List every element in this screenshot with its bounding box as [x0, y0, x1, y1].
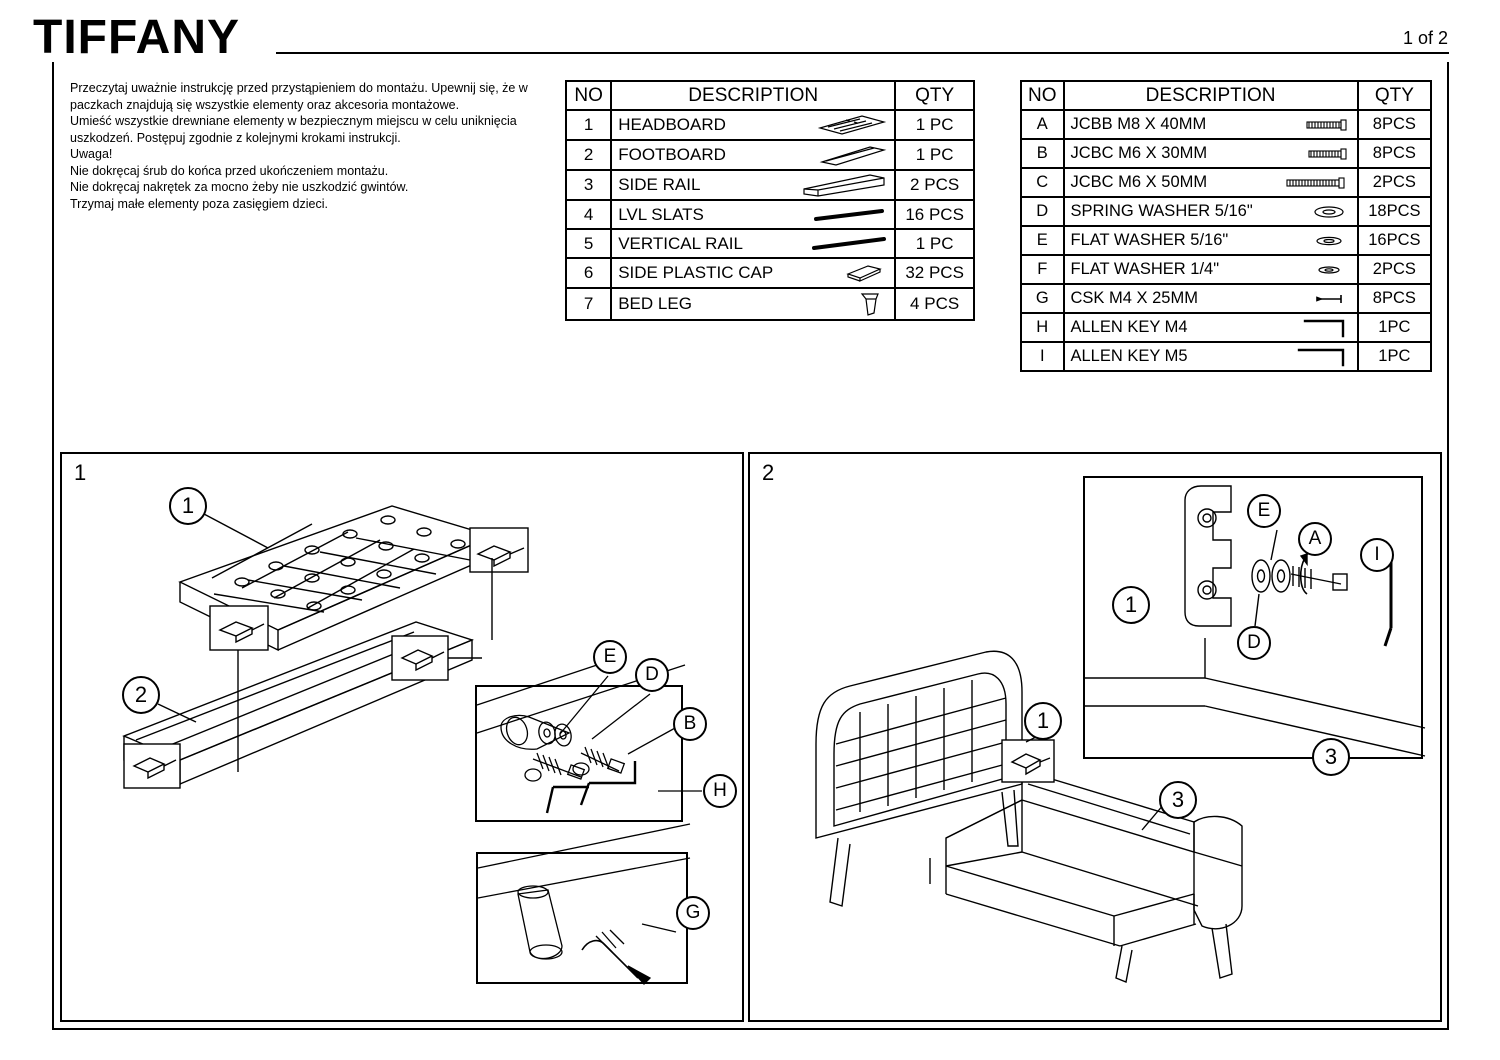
- instruction-line: Nie dokręcaj śrub do końca przed ukończeniem montażu.: [70, 163, 389, 178]
- step-2-number: 2: [762, 460, 775, 485]
- table-row: [1021, 313, 1431, 342]
- row-qty: 16 PCS: [895, 200, 974, 229]
- row-description-label: JCBC M6 X 30MM: [1070, 144, 1208, 162]
- instruction-line: Nie dokręcaj nakrętek za mocno żeby nie uszkodzić gwintów.: [70, 180, 409, 194]
- bed-leg-icon: [796, 291, 888, 317]
- row-description: [1064, 226, 1358, 255]
- row-no: I: [1021, 342, 1064, 371]
- header-description: DESCRIPTION: [611, 81, 895, 110]
- row-qty: 16PCS: [1358, 226, 1431, 255]
- row-no: A: [1021, 110, 1064, 139]
- table-row: [1021, 139, 1431, 168]
- row-description-label: SPRING WASHER 5/16": [1070, 202, 1253, 220]
- row-description: [1064, 342, 1358, 371]
- row-no: C: [1021, 168, 1064, 197]
- row-description-label: ALLEN KEY M5: [1070, 347, 1188, 365]
- row-no: 6: [566, 258, 611, 288]
- csk-screw-icon: [1259, 291, 1351, 307]
- parts-table-major: [565, 80, 975, 321]
- spring-washer-icon: [1259, 204, 1351, 220]
- header-qty: QTY: [1358, 81, 1431, 110]
- row-no: 7: [566, 288, 611, 320]
- table-row: [566, 288, 974, 320]
- header-qty: QTY: [895, 81, 974, 110]
- side-rail-icon: [796, 173, 888, 197]
- row-description-label: CSK M4 X 25MM: [1070, 289, 1198, 307]
- instructions-block: [70, 80, 530, 212]
- allen-key-icon: [1259, 317, 1351, 339]
- headboard-icon: [796, 113, 888, 137]
- row-description: [611, 258, 895, 288]
- row-no: B: [1021, 139, 1064, 168]
- hex-bolt-icon: [1259, 146, 1351, 162]
- row-qty: 32 PCS: [895, 258, 974, 288]
- parts-table-hardware: [1020, 80, 1432, 372]
- row-description: [1064, 197, 1358, 226]
- plastic-cap-icon: [796, 261, 888, 285]
- row-description: [1064, 284, 1358, 313]
- row-qty: 1 PC: [895, 229, 974, 258]
- row-qty: 1PC: [1358, 342, 1431, 371]
- callout-hardware-G: G: [676, 896, 710, 930]
- row-description: [611, 200, 895, 229]
- callout-part-2: 2: [122, 676, 160, 714]
- callout-hardware-B: B: [673, 707, 707, 741]
- row-no: 3: [566, 170, 611, 200]
- table-header-row: [1021, 81, 1431, 110]
- callout-part-1: 1: [169, 487, 207, 525]
- row-description: [611, 140, 895, 170]
- row-no: 1: [566, 110, 611, 140]
- row-qty: 2PCS: [1358, 255, 1431, 284]
- row-description: [1064, 139, 1358, 168]
- row-description-label: FOOTBOARD: [618, 145, 726, 164]
- callout-part-1: 1: [1024, 702, 1062, 740]
- instruction-line: Przeczytaj uważnie instrukcję przed przystąpieniem do montażu. Upewnij się, że w paczkach znajdują się wszystkie elementy oraz akcesoria montażowe.: [70, 81, 528, 112]
- row-description-label: LVL SLATS: [618, 204, 704, 224]
- table-row: [566, 229, 974, 258]
- instruction-line: Umieść wszystkie drewniane elementy w bezpiecznym miejscu w celu uniknięcia uszkodzeń. Postępuj zgodnie z kolejnymi krokami instrukcji.: [70, 114, 517, 145]
- callout-hardware-I: I: [1360, 538, 1394, 572]
- callout-hardware-A: A: [1298, 522, 1332, 556]
- step-1-panel: [60, 452, 744, 1022]
- row-description: [1064, 255, 1358, 284]
- table-header-row: [566, 81, 974, 110]
- row-description-label: VERTICAL RAIL: [618, 233, 743, 253]
- row-no: 2: [566, 140, 611, 170]
- header-divider: [276, 52, 1449, 54]
- callout-part-3: 3: [1159, 781, 1197, 819]
- row-qty: 2 PCS: [895, 170, 974, 200]
- table-row: [1021, 284, 1431, 313]
- row-qty: 1PC: [1358, 313, 1431, 342]
- page-indicator: 1 of 2: [1402, 28, 1448, 48]
- row-qty: 2PCS: [1358, 168, 1431, 197]
- row-no: 4: [566, 200, 611, 229]
- row-description-label: JCBC M6 X 50MM: [1070, 173, 1208, 191]
- row-no: D: [1021, 197, 1064, 226]
- table-row: [1021, 168, 1431, 197]
- row-qty: 1 PC: [895, 140, 974, 170]
- row-qty: 18PCS: [1358, 197, 1431, 226]
- row-description-label: FLAT WASHER 5/16": [1070, 231, 1229, 249]
- header-no: NO: [1021, 81, 1064, 110]
- callout-inset-part-3: 3: [1312, 738, 1350, 776]
- row-qty: 1 PC: [895, 110, 974, 140]
- table-row: [1021, 255, 1431, 284]
- step-1-leg-illustration: [478, 854, 690, 986]
- row-description: [1064, 313, 1358, 342]
- row-description: [611, 229, 895, 258]
- header-description: DESCRIPTION: [1064, 81, 1358, 110]
- allen-key-icon: [1259, 346, 1351, 368]
- row-description: [611, 170, 895, 200]
- table-row: [566, 110, 974, 140]
- row-description: [611, 110, 895, 140]
- table-row: [566, 140, 974, 170]
- row-description-label: HEADBOARD: [618, 115, 726, 134]
- row-description-label: BED LEG: [618, 294, 692, 313]
- table-row: [1021, 342, 1431, 371]
- callout-hardware-E: E: [1247, 494, 1281, 528]
- row-no: E: [1021, 226, 1064, 255]
- row-no: F: [1021, 255, 1064, 284]
- row-description-label: FLAT WASHER 1/4": [1070, 260, 1220, 278]
- flat-washer-small-icon: [1259, 262, 1351, 278]
- row-description-label: JCBB M8 X 40MM: [1070, 115, 1207, 133]
- row-no: 5: [566, 229, 611, 258]
- instruction-line: Trzymaj małe elementy poza zasięgiem dzieci.: [70, 196, 328, 211]
- row-description-label: ALLEN KEY M4: [1070, 318, 1188, 336]
- row-description-label: SIDE RAIL: [618, 175, 701, 194]
- row-description: [1064, 110, 1358, 139]
- flat-washer-icon: [1259, 233, 1351, 249]
- callout-hardware-E: E: [593, 640, 627, 674]
- step-1-leg-detail-inset: [476, 852, 688, 984]
- row-qty: 4 PCS: [895, 288, 974, 320]
- slat-icon: [796, 206, 888, 224]
- table-row: [566, 258, 974, 288]
- callout-inset-part-1: 1: [1112, 586, 1150, 624]
- table-row: [1021, 110, 1431, 139]
- header-no: NO: [566, 81, 611, 110]
- row-no: G: [1021, 284, 1064, 313]
- row-description: [611, 288, 895, 320]
- row-no: H: [1021, 313, 1064, 342]
- row-qty: 8PCS: [1358, 139, 1431, 168]
- brand-title: TIFFANY: [33, 11, 240, 64]
- callout-hardware-H: H: [703, 774, 737, 808]
- table-row: [1021, 226, 1431, 255]
- instruction-line: Uwaga!: [70, 147, 113, 161]
- table-row: [1021, 197, 1431, 226]
- callout-hardware-D: D: [635, 658, 669, 692]
- hex-bolt-long-icon: [1259, 175, 1351, 191]
- vertical-rail-icon: [796, 235, 888, 253]
- table-row: [566, 170, 974, 200]
- row-description-label: SIDE PLASTIC CAP: [618, 263, 774, 282]
- table-row: [566, 200, 974, 229]
- callout-hardware-D: D: [1237, 626, 1271, 660]
- row-qty: 8PCS: [1358, 110, 1431, 139]
- step-1-number: 1: [74, 460, 87, 485]
- step-2-panel: [748, 452, 1442, 1022]
- row-qty: 8PCS: [1358, 284, 1431, 313]
- hex-bolt-icon: [1259, 117, 1351, 133]
- row-description: [1064, 168, 1358, 197]
- footboard-icon: [796, 143, 888, 167]
